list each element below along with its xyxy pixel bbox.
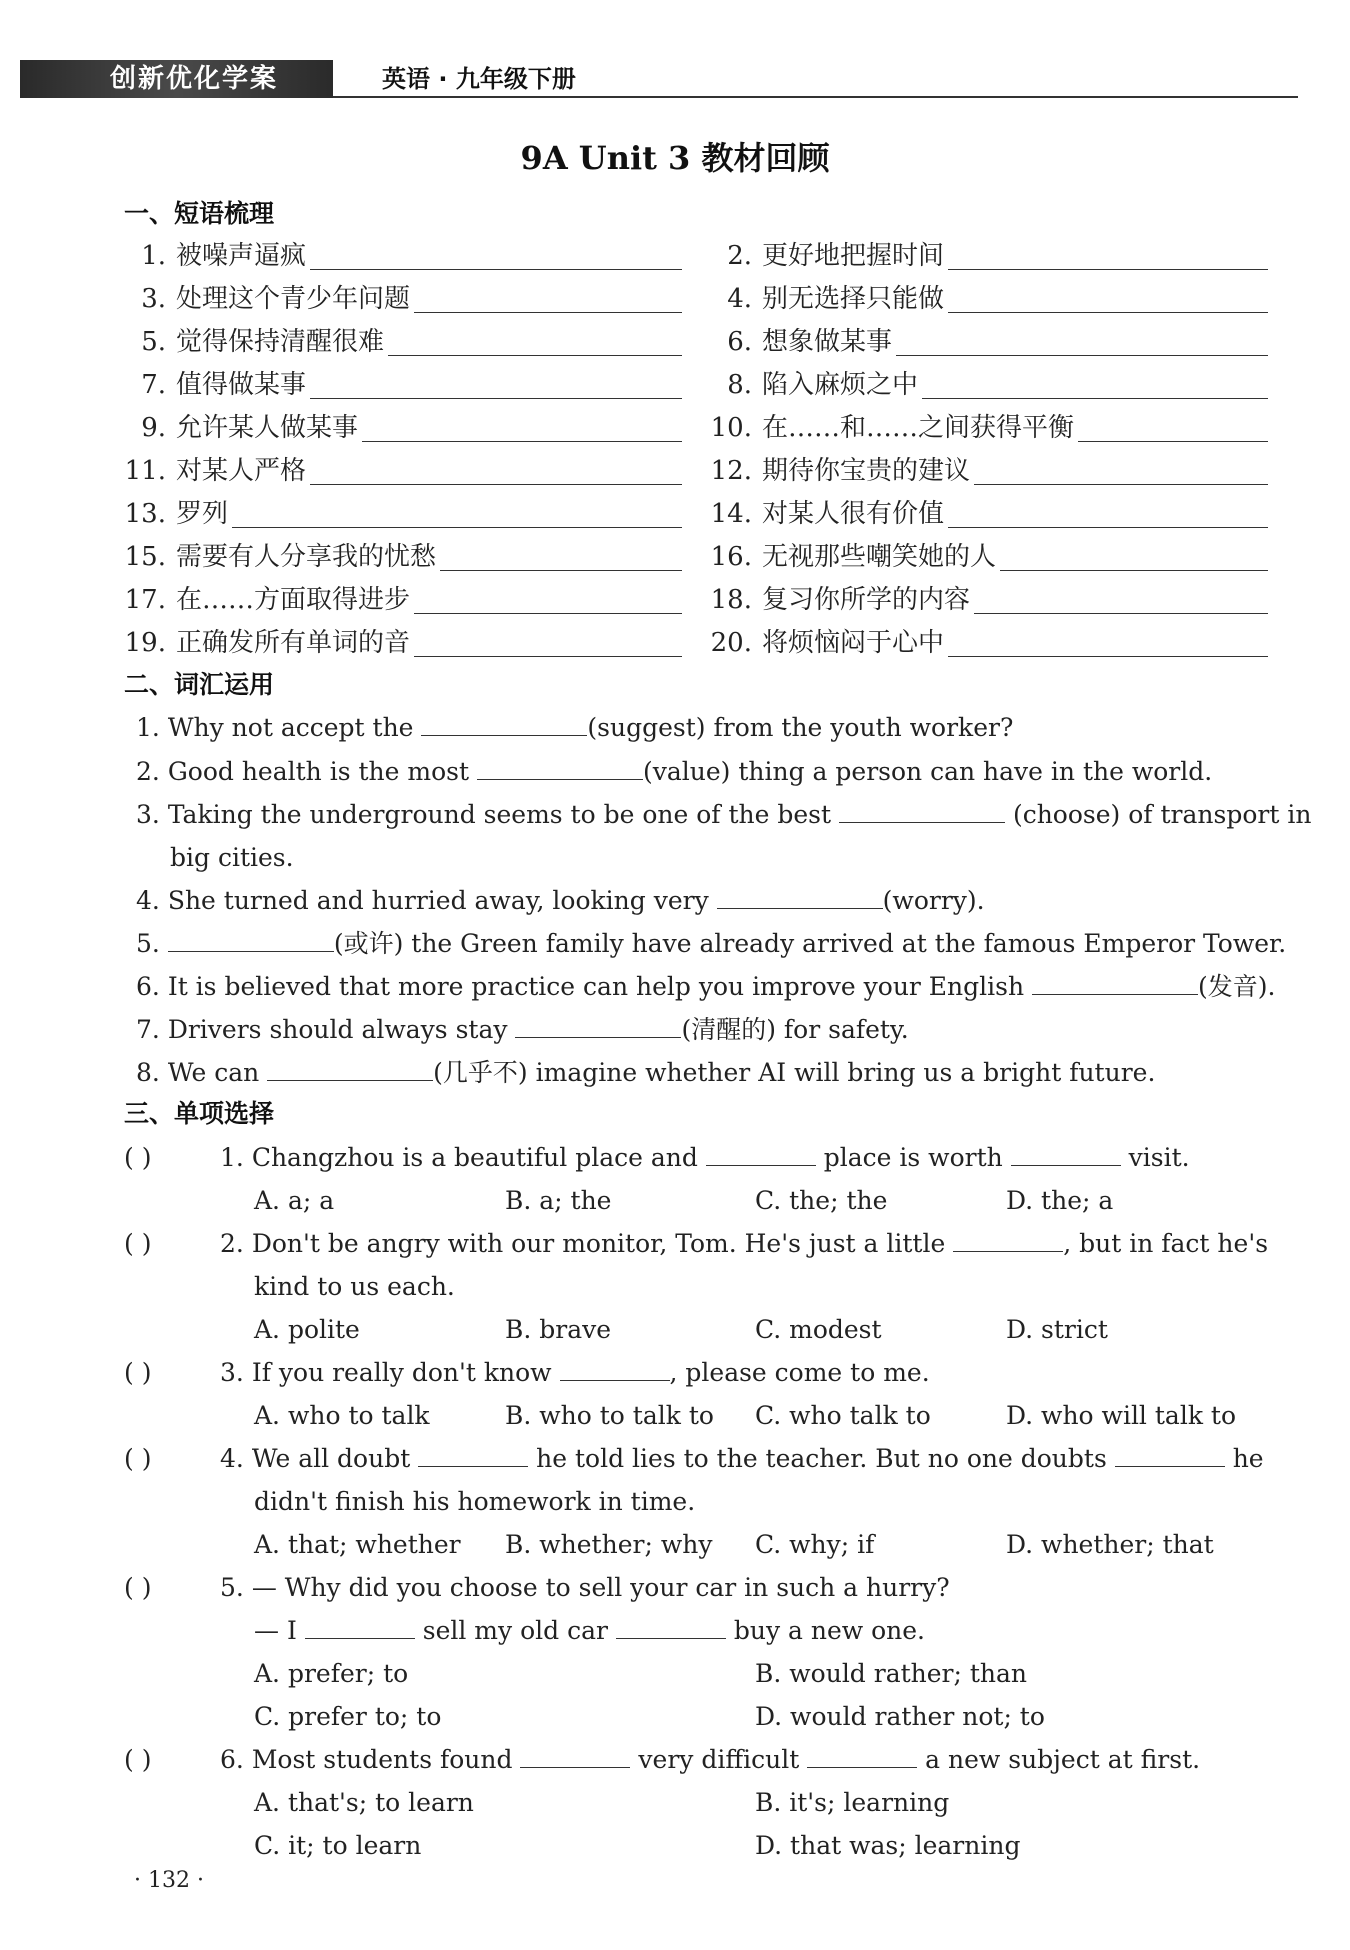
answer-blank[interactable] [388,329,682,356]
answer-blank [1011,1141,1121,1166]
mc-question-continued: kind to us each. [254,1272,455,1301]
vocab-item: 4. She turned and hurried away, looking very (worry). [136,886,985,915]
answer-blank [1115,1442,1225,1467]
item-number: 9. [141,413,166,443]
page-title: 9A Unit 3 教材回顾 [520,139,830,177]
phrase-text: 允许某人做某事 [176,413,359,443]
answer-blank [706,1141,816,1166]
phrase-item [120,367,682,403]
phrase-text: 想象做某事 [762,327,893,357]
phrase-text: 在……方面取得进步 [176,585,411,615]
answer-paren[interactable]: ( ) [124,1143,152,1172]
item-number: 12. [710,456,752,486]
answer-blank[interactable] [310,372,682,399]
phrase-text: 复习你所学的内容 [762,585,971,615]
option-a[interactable]: A. a; a [254,1186,335,1215]
option-b[interactable]: B. whether; why [505,1530,713,1559]
answer-blank[interactable] [477,755,643,780]
phrase-text: 罗列 [176,499,229,529]
phrase-text: 无视那些嘲笑她的人 [762,542,997,572]
phrase-item [120,453,682,489]
answer-blank[interactable] [948,286,1268,313]
mc-question-continued: — I sell my old car buy a new one. [254,1616,926,1645]
item-number: 3. [141,284,166,314]
phrase-text: 正确发所有单词的音 [176,628,411,658]
option-c[interactable]: C. the; the [755,1186,888,1215]
phrase-item [706,496,1268,532]
book-title: 英语 · 九年级下册 [382,65,576,93]
item-number: 19. [124,628,166,658]
mc-question: 6. Most students found very difficult a new subject at first. [220,1745,1201,1774]
item-number: 18. [710,585,752,615]
item-number: 7. [141,370,166,400]
vocab-item: 1. Why not accept the (suggest) from the youth worker? [136,713,1014,742]
phrase-item [706,367,1268,403]
phrase-item [706,625,1268,661]
answer-blank [953,1227,1063,1252]
answer-blank [418,1442,528,1467]
item-number: 11. [124,456,166,486]
answer-blank[interactable] [421,711,587,736]
item-number: 1. [141,241,166,271]
answer-blank [305,1614,415,1639]
option-d[interactable]: D. strict [1006,1315,1108,1344]
answer-blank[interactable] [896,329,1268,356]
option-c[interactable]: C. prefer to; to [254,1702,442,1731]
answer-blank [560,1356,670,1381]
option-a[interactable]: A. that; whether [254,1530,461,1559]
section-heading-phrases: 一、短语梳理 [124,199,275,228]
phrase-text: 处理这个青少年问题 [176,284,411,314]
item-number: 5. [141,327,166,357]
phrase-item [120,281,682,317]
item-number: 4. [727,284,752,314]
answer-blank[interactable] [362,415,682,442]
answer-blank[interactable] [1000,544,1268,571]
brand-text: 创新优化学案 [110,64,279,94]
mc-question: 1. Changzhou is a beautiful place and place is worth visit. [220,1143,1190,1172]
option-b[interactable]: B. brave [505,1315,612,1344]
phrase-text: 对某人严格 [176,456,307,486]
option-b[interactable]: B. a; the [505,1186,612,1215]
answer-paren[interactable]: ( ) [124,1358,152,1387]
answer-blank[interactable] [267,1056,433,1081]
phrase-text: 需要有人分享我的忧愁 [176,542,437,572]
answer-blank[interactable] [440,544,682,571]
answer-blank[interactable] [515,1013,681,1038]
phrase-item [120,539,682,575]
vocab-item: 8. We can (几乎不) imagine whether AI will bring us a bright future. [136,1058,1156,1087]
answer-blank[interactable] [974,587,1268,614]
option-a[interactable]: A. prefer; to [254,1659,409,1688]
phrase-item [706,453,1268,489]
option-c[interactable]: C. why; if [755,1530,875,1559]
phrase-item [120,496,682,532]
phrase-text: 将烦恼闷于心中 [762,628,945,658]
phrase-text: 觉得保持清醒很难 [176,327,385,357]
option-b[interactable]: B. who to talk to [505,1401,714,1430]
option-c[interactable]: C. modest [755,1315,882,1344]
answer-blank[interactable] [1032,970,1198,995]
answer-blank[interactable] [1078,415,1268,442]
option-d[interactable]: D. that was; learning [755,1831,1021,1860]
answer-blank[interactable] [948,501,1268,528]
option-b[interactable]: B. would rather; than [755,1659,1028,1688]
phrase-text: 陷入麻烦之中 [762,370,919,400]
vocab-item: 2. Good health is the most (value) thing a person can have in the world. [136,757,1213,786]
phrase-item [120,410,682,446]
option-d[interactable]: D. the; a [1006,1186,1114,1215]
answer-blank [616,1614,726,1639]
option-a[interactable]: A. polite [254,1315,360,1344]
section-heading-choice: 三、单项选择 [124,1099,275,1128]
page-header [20,60,1298,102]
answer-blank[interactable] [310,458,682,485]
answer-blank[interactable] [310,243,682,270]
answer-blank [807,1743,917,1768]
phrase-item [706,324,1268,360]
answer-paren[interactable]: ( ) [124,1444,152,1473]
answer-blank[interactable] [717,884,883,909]
phrase-item [120,582,682,618]
header-rule [333,96,1298,98]
answer-paren[interactable]: ( ) [124,1573,152,1602]
phrase-text: 期待你宝贵的建议 [762,456,971,486]
phrase-text: 更好地把握时间 [762,241,945,271]
phrase-item [706,582,1268,618]
phrase-text: 别无选择只能做 [762,284,945,314]
mc-question: 3. If you really don't know , please come to me. [220,1358,930,1387]
brand-banner [20,60,333,98]
vocab-item: 7. Drivers should always stay (清醒的) for safety. [136,1015,909,1044]
mc-question-continued: didn't finish his homework in time. [254,1487,696,1516]
answer-blank[interactable] [948,243,1268,270]
item-number: 20. [710,628,752,658]
item-number: 2. [727,241,752,271]
vocab-item: 3. Taking the underground seems to be one of the best (choose) of transport in [136,800,1312,829]
phrase-text: 对某人很有价值 [762,499,945,529]
answer-blank[interactable] [948,630,1268,657]
option-d[interactable]: D. whether; that [1006,1530,1214,1559]
option-a[interactable]: A. who to talk [254,1401,430,1430]
answer-blank[interactable] [414,286,682,313]
phrase-item [120,625,682,661]
phrase-item [120,324,682,360]
mc-question: 2. Don't be angry with our monitor, Tom. He's just a little , but in fact he's [220,1229,1269,1258]
item-number: 10. [710,413,752,443]
answer-blank[interactable] [414,630,682,657]
item-number: 6. [727,327,752,357]
option-c[interactable]: C. it; to learn [254,1831,422,1860]
phrase-item [120,238,682,274]
option-c[interactable]: C. who talk to [755,1401,931,1430]
vocab-item: 5. (或许) the Green family have already arrived at the famous Emperor Tower. [136,929,1287,958]
phrase-text: 在……和……之间获得平衡 [762,413,1075,443]
answer-blank[interactable] [414,587,682,614]
phrase-item [706,281,1268,317]
answer-paren[interactable]: ( ) [124,1745,152,1774]
mc-question: 4. We all doubt he told lies to the teacher. But no one doubts he [220,1444,1264,1473]
answer-blank[interactable] [232,501,682,528]
item-number: 14. [710,499,752,529]
item-number: 17. [124,585,166,615]
item-number: 16. [710,542,752,572]
phrase-item [706,410,1268,446]
vocab-item: 6. It is believed that more practice can help you improve your English (发音). [136,972,1276,1001]
answer-blank[interactable] [839,798,1005,823]
vocab-item-continued: big cities. [170,843,294,872]
phrase-item [706,238,1268,274]
item-number: 15. [124,542,166,572]
option-b[interactable]: B. it's; learning [755,1788,950,1817]
option-a[interactable]: A. that's; to learn [254,1788,474,1817]
item-number: 8. [727,370,752,400]
answer-blank[interactable] [168,927,334,952]
phrase-item [706,539,1268,575]
page-number: · 132 · [134,1868,204,1893]
answer-blank[interactable] [974,458,1268,485]
answer-blank [520,1743,630,1768]
option-d[interactable]: D. would rather not; to [755,1702,1045,1731]
answer-paren[interactable]: ( ) [124,1229,152,1258]
phrase-text: 被噪声逼疯 [176,241,307,271]
answer-blank[interactable] [922,372,1268,399]
mc-question: 5. — Why did you choose to sell your car in such a hurry? [220,1573,950,1602]
phrase-text: 值得做某事 [176,370,307,400]
item-number: 13. [124,499,166,529]
option-d[interactable]: D. who will talk to [1006,1401,1237,1430]
section-heading-vocab: 二、词汇运用 [124,670,275,699]
